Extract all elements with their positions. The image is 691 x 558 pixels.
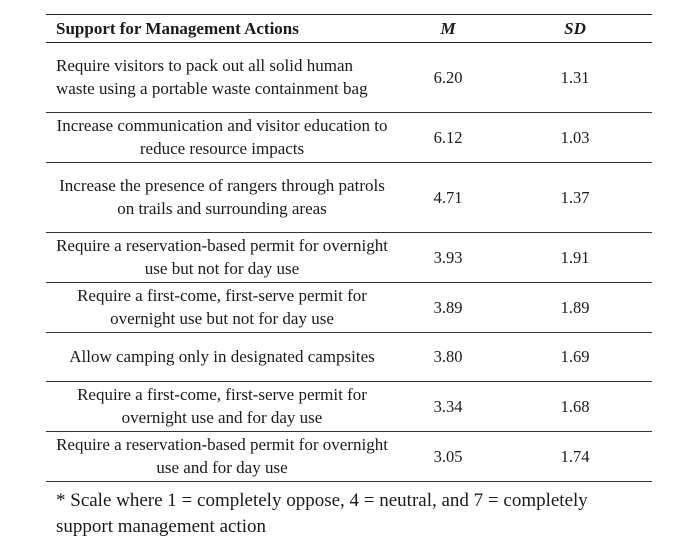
table-row [46,163,652,233]
mean-cell: 3.80 [398,333,498,382]
sd-cell: 1.37 [498,163,652,233]
mean-cell: 6.20 [398,43,498,113]
mean-cell: 6.12 [398,113,498,163]
sd-cell: 1.91 [498,233,652,283]
mean-cell: 3.05 [398,432,498,482]
sd-cell: 1.74 [498,432,652,482]
header-action: Support for Management Actions [46,15,398,43]
management-actions-table [46,14,652,482]
action-cell: Increase the presence of rangers through patrols on trails and surrounding areas [46,163,398,233]
mean-cell: 3.34 [398,382,498,432]
action-cell: Require a reservation-based permit for overnight use but not for day use [46,233,398,283]
table-row [46,382,652,432]
table-container [46,14,652,540]
table-row [46,233,652,283]
action-cell: Require a first-come, first-serve permit for overnight use and for day use [46,382,398,432]
action-cell: Require visitors to pack out all solid human waste using a portable waste containment bag [46,43,398,113]
sd-cell: 1.31 [498,43,652,113]
action-cell: Require a reservation-based permit for overnight use and for day use [46,432,398,482]
table-row [46,43,652,113]
table-header-row [46,15,652,43]
sd-cell: 1.69 [498,333,652,382]
mean-cell: 3.89 [398,283,498,333]
mean-cell: 3.93 [398,233,498,283]
header-sd: SD [498,15,652,43]
table-row [46,113,652,163]
mean-cell: 4.71 [398,163,498,233]
sd-cell: 1.03 [498,113,652,163]
action-cell: Allow camping only in designated campsites [46,333,398,382]
scale-note: * Scale where 1 = completely oppose, 4 = neutral, and 7 = completely support management action [56,490,588,537]
table-row [46,432,652,482]
table-row [46,283,652,333]
sd-cell: 1.89 [498,283,652,333]
header-mean: M [398,15,498,43]
sd-cell: 1.68 [498,382,652,432]
table-row [46,333,652,382]
action-cell: Increase communication and visitor education to reduce resource impacts [46,113,398,163]
action-cell: Require a first-come, first-serve permit for overnight use but not for day use [46,283,398,333]
